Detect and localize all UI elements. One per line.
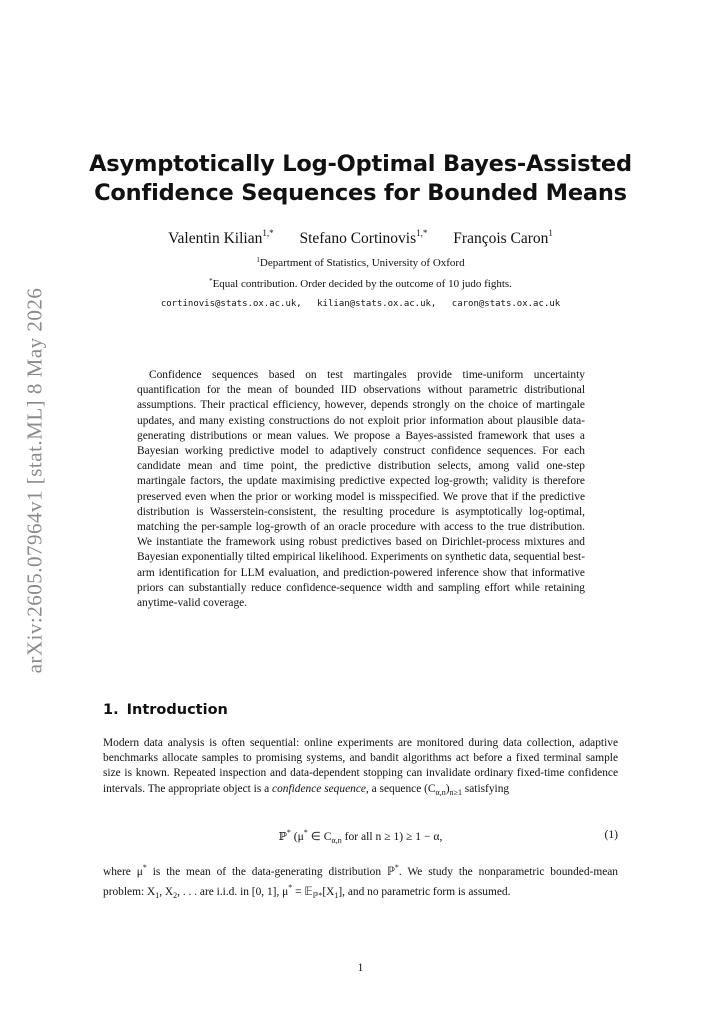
equation-expression — [103, 828, 618, 845]
section-heading-introduction — [103, 702, 228, 718]
abstract-text: Confidence sequences based on test martingales provide time-uniform uncertainty quantification for the mean of bounded IID observations without parametric distributional assumptions. Their practical efficiency, however, depends strongly on the choice of martingale updates, and many existing constructions do not exploit prior information about plausible data-generating distributions or mean values. We propose a Bayes-assisted framework that uses a Bayesian working predictive model to adaptively construct confidence sequences. For each candidate mean and time point, the predictive distribution selects, among valid one-step martingale factors, the update maximising predictive expected log-growth; validity is therefore preserved even when the prior or working model is misspecified. We prove that if the predictive distribution is Wasserstein-consistent, the resulting procedure is asymptotically log-optimal, matching the per-sample log-growth of an oracle procedure with access to the true distribution. We instantiate the framework using robust predictives based on Dirichlet-process mixtures and Bayesian exponentially tilted empirical likelihood. Experiments on synthetic data, sequential best-arm identification for LLM evaluation, and prediction-powered inference show that informative priors can substantially reduce confidence-sequence width and sampling effort while retaining anytime-valid coverage. — [137, 369, 585, 610]
author — [299, 230, 427, 247]
math-subscript: n≥1 — [449, 787, 462, 797]
email-address: caron@stats.ox.ac.uk — [451, 299, 561, 309]
paragraph-text: ) — [445, 782, 450, 795]
paragraph-text: [X — [322, 886, 335, 899]
author-marks: 1 — [548, 228, 553, 238]
affiliation-mark: 1 — [256, 256, 260, 264]
affiliation-text: Department of Statistics, University of Oxford — [259, 257, 465, 269]
author-marks: 1,* — [262, 228, 274, 238]
paragraph-text: Modern data analysis is often sequential: online experiments are monitored during data collection, adaptive benchmarks allocate samples to promising systems, and bandit algorithms act before a fixed terminal sample size is known. Repeated inspection and data-dependent stopping can invalidate ordinary fixed-time confidence intervals. The appropriate object is a — [103, 737, 618, 795]
math-subscript: 1 — [334, 891, 339, 901]
math-superscript: * — [286, 828, 291, 837]
abstract — [137, 368, 585, 611]
email-address: cortinovis@stats.ox.ac.uk, — [160, 299, 302, 309]
arxiv-identifier-text: arXiv:2605.07964v1 [stat.ML] 8 May 2026 — [22, 287, 47, 673]
author-emails — [60, 299, 661, 309]
author-name: François Caron — [453, 230, 549, 247]
page-number: 1 — [357, 962, 364, 974]
author-name: Stefano Cortinovis — [299, 230, 417, 247]
math-superscript: * — [394, 863, 399, 872]
author-name: Valentin Kilian — [168, 230, 263, 247]
math-superscript: * — [142, 863, 147, 872]
arxiv-identifier-stamp — [18, 287, 52, 673]
author-list — [60, 228, 661, 248]
paper-title-line-1: Asymptotically Log-Optimal Bayes-Assisted — [89, 151, 632, 177]
paragraph-text: is the mean of the data-generating distribution ℙ — [146, 866, 395, 878]
math-text: (μ — [290, 830, 304, 843]
equal-contribution-note — [60, 277, 661, 290]
math-text: ∈ C — [307, 830, 332, 843]
author — [453, 230, 553, 247]
math-text: for all n ≥ 1) ≥ 1 − α, — [341, 830, 443, 843]
paragraph-text: where μ — [103, 866, 143, 878]
equation-number: (1) — [604, 828, 618, 841]
email-address: kilian@stats.ox.ac.uk, — [317, 299, 437, 309]
math-subscript: 1 — [155, 891, 160, 901]
paper-title — [60, 150, 661, 208]
paragraph-text: ], and no parametric form is assumed. — [338, 886, 511, 899]
paragraph-text: , X — [159, 886, 174, 899]
section-title: Introduction — [126, 702, 228, 718]
author — [168, 230, 274, 247]
equal-contribution-mark: * — [209, 277, 213, 285]
affiliation — [60, 256, 661, 269]
paragraph-text: . We study the nonparametric bounded-mean problem: X — [103, 866, 618, 899]
math-subscript: α,n — [331, 836, 342, 845]
paragraph-text: , a sequence (C — [365, 782, 436, 795]
paragraph-text: , . . . are i.i.d. in [0, 1], μ — [177, 886, 289, 899]
author-marks: 1,* — [416, 228, 428, 238]
section-number: 1. — [103, 702, 119, 718]
math-superscript: * — [288, 883, 293, 893]
equal-contribution-text: Equal contribution. Order decided by the outcome of 10 judo fights. — [212, 278, 512, 290]
intro-paragraph-2 — [103, 860, 618, 903]
math-symbol: ℙ — [278, 830, 287, 843]
equation-1 — [103, 828, 618, 846]
intro-paragraph-1 — [103, 736, 618, 800]
paper-title-line-2: Confidence Sequences for Bounded Means — [94, 180, 627, 206]
paragraph-text: = 𝔼 — [292, 886, 313, 899]
emphasized-term: confidence sequence — [272, 782, 366, 795]
math-subscript: 2 — [173, 891, 178, 901]
math-superscript: * — [303, 828, 308, 837]
math-subscript: α,n — [435, 787, 446, 797]
math-subscript: ℙ* — [312, 891, 323, 901]
paragraph-text: satisfying — [461, 782, 510, 795]
